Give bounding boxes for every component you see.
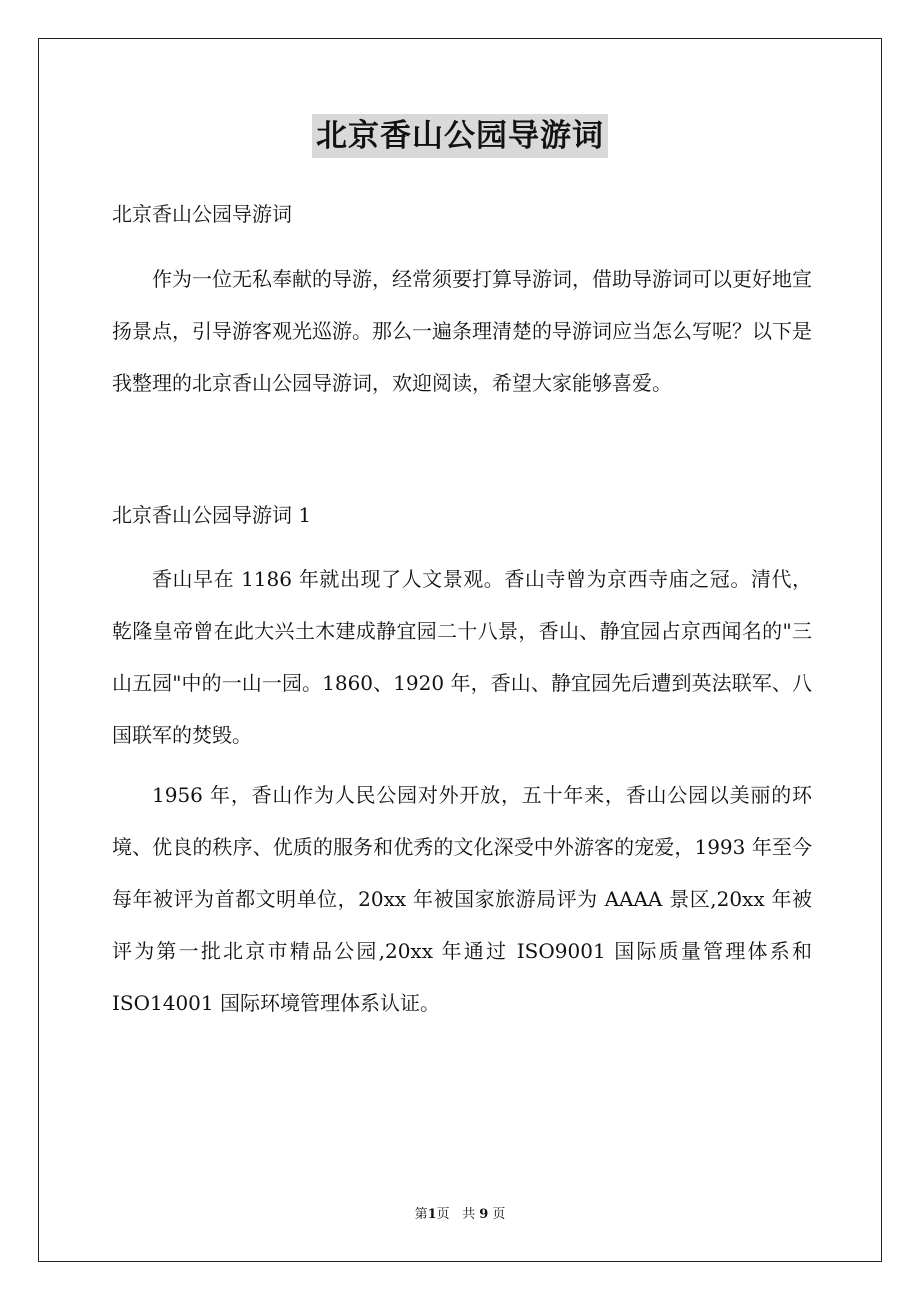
section-1-paragraph-2: 1956 年，香山作为人民公园对外开放，五十年来，香山公园以美丽的环境、优良的秩序、优质的服务和优秀的文化深受中外游客的宠爱，1993 年至今每年被评为首都文明单位，20xx 年被国家旅游局评为 AAAA 景区,20xx 年被评为第一批北京市精品公园,20xx 年通过 ISO9001 国际质量管理体系和 ISO14001 国际环境管理体系认证。 [112, 783, 812, 1015]
total-pages-number: 9 [479, 1207, 489, 1222]
current-page-number: 1 [427, 1207, 437, 1222]
page-prefix: 第 [414, 1207, 428, 1222]
page-suffix: 页 [436, 1207, 450, 1222]
document-body [112, 196, 812, 1029]
intro-paragraph: 作为一位无私奉献的导游，经常须要打算导游词，借助导游词可以更好地宣扬景点，引导游客观光巡游。那么一遍条理清楚的导游词应当怎么写呢？以下是我整理的北京香山公园导游词，欢迎阅读，希望大家能够喜爱。 [112, 267, 812, 395]
document-title: 北京香山公园导游词 [312, 114, 608, 158]
intro-heading: 北京香山公园导游词 [112, 202, 292, 226]
page-footer [0, 1206, 920, 1224]
total-suffix: 页 [492, 1207, 506, 1222]
section-1-paragraph-1: 香山早在 1186 年就出现了人文景观。香山寺曾为京西寺庙之冠。清代，乾隆皇帝曾在此大兴土木建成静宜园二十八景，香山、静宜园占京西闻名的"三山五园"中的一山一园。1860、1920 年，香山、静宜园先后遭到英法联军、八国联军的焚毁。 [112, 567, 812, 747]
title-container [0, 114, 920, 158]
total-prefix: 共 [462, 1207, 476, 1222]
section-1-heading: 北京香山公园导游词 1 [112, 503, 312, 527]
